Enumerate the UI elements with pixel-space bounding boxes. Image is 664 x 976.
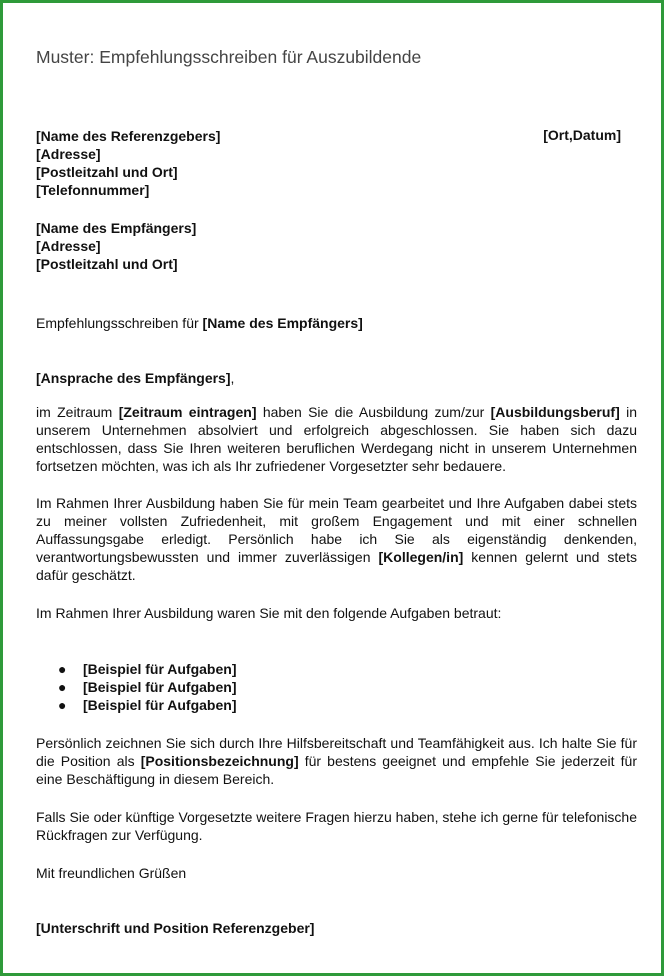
place-date: [Ort,Datum]: [543, 127, 621, 143]
closing: Mit freundlichen Grüßen: [36, 865, 187, 881]
sender-phone: [Telefonnummer]: [36, 182, 150, 198]
list-item: [36, 696, 237, 714]
sender-address: [Adresse]: [36, 146, 101, 162]
paragraph-text: für bestens geeignet und empfehle Sie jederzeit für eine Beschäftigung in diesem Bereich.: [36, 753, 637, 787]
salutation: [36, 369, 234, 387]
recipient-address: [Adresse]: [36, 238, 101, 254]
paragraph-text: Persönlich zeichnen Sie sich durch Ihre Hilfsbereitschaft und Teamfähigkeit aus. Ich halte Sie für die Position als: [36, 735, 637, 769]
bullet-icon: ●: [58, 679, 67, 695]
page-title: Muster: Empfehlungsschreiben für Auszubildende: [36, 47, 422, 67]
recipient-postal-city: [Postleitzahl und Ort]: [36, 256, 178, 272]
list-item: [36, 660, 237, 678]
paragraph-recommendation: [36, 734, 637, 788]
salutation-suffix: ,: [230, 370, 235, 386]
paragraph-text: haben Sie die Ausbildung zum/zur: [256, 404, 491, 420]
recipient-name: [Name des Empfängers]: [36, 220, 197, 236]
bullet-icon: ●: [58, 697, 67, 713]
salutation-placeholder: [Ansprache des Empfängers]: [36, 370, 231, 386]
profession-placeholder: [Ausbildungsberuf]: [490, 404, 620, 420]
task-placeholder: [Beispiel für Aufgaben]: [83, 679, 237, 695]
bullet-icon: ●: [58, 661, 67, 677]
period-placeholder: [Zeitraum eintragen]: [118, 404, 257, 420]
sender-name: [Name des Referenzgebers]: [36, 128, 221, 144]
sender-postal-city: [Postleitzahl und Ort]: [36, 164, 178, 180]
list-item: [36, 678, 237, 696]
paragraph-text: Im Rahmen Ihrer Ausbildung haben Sie für mein Team gearbeitet und Ihre Aufgaben dabei stets zu meiner vollsten Zufriedenheit, mit großem Engagement und mit einer schnellen Auffassungsgabe erledigt. Persönlich habe ich Sie als eigenständig denkenden, verantwortungsbewussten und immer zuverlässigen: [36, 495, 637, 565]
colleague-placeholder: [Kollegen/in]: [378, 549, 464, 565]
paragraph-contact: Falls Sie oder künftige Vorgesetzte weitere Fragen hierzu haben, stehe ich gerne für telefonische Rückfragen zur Verfügung.: [36, 809, 637, 843]
paragraph-tasks-intro: Im Rahmen Ihrer Ausbildung waren Sie mit den folgende Aufgaben betraut:: [36, 605, 502, 621]
task-placeholder: [Beispiel für Aufgaben]: [83, 697, 237, 713]
paragraph-performance: [36, 494, 637, 584]
subject-prefix: Empfehlungsschreiben für: [36, 315, 203, 331]
subject-line: [36, 314, 363, 332]
signature-placeholder: [Unterschrift und Position Referenzgeber]: [36, 920, 315, 936]
paragraph-text: im Zeitraum: [36, 404, 119, 420]
paragraph-text: in unserem Unternehmen absolviert und erfolgreich abgeschlossen. Sie haben sich dazu entschlossen, dass Sie Ihren weiteren beruflichen Werdegang nicht in unserem Unternehmen fortsetzen möchten, was ich als Ihr zufriedener Vorgesetzter sehr bedauere.: [36, 404, 637, 474]
position-placeholder: [Positionsbezeichnung]: [140, 753, 299, 769]
subject-recipient-name: [Name des Empfängers]: [202, 315, 363, 331]
paragraph-intro: [36, 403, 637, 475]
paragraph-text: kennen gelernt und stets dafür geschätzt.: [36, 549, 637, 583]
task-list: [36, 660, 237, 714]
task-placeholder: [Beispiel für Aufgaben]: [83, 661, 237, 677]
